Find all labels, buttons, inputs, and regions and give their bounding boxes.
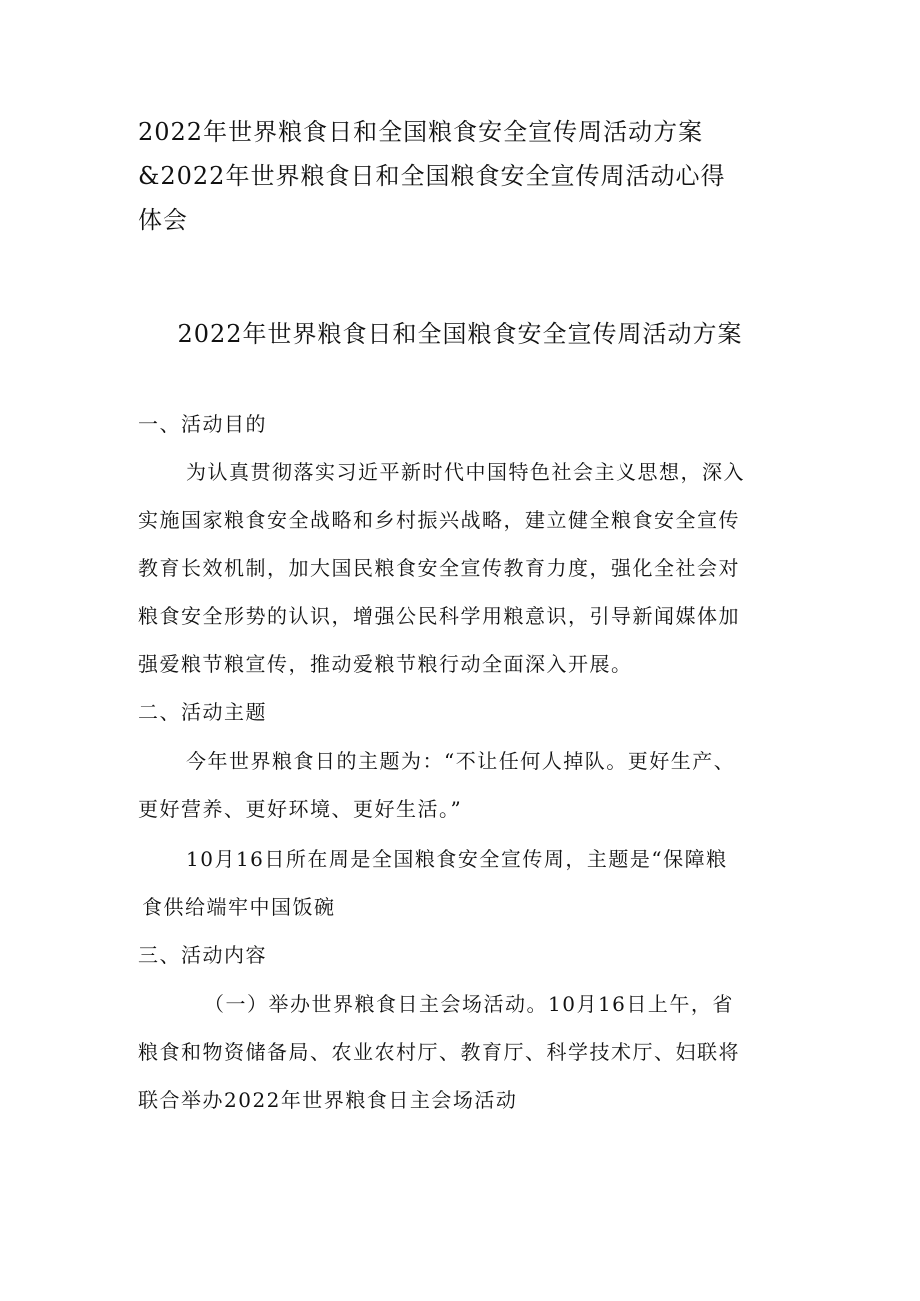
heading-content-text: 三、活动内容 [138, 943, 267, 967]
paragraph-purpose-line-2: 实施国家粮食安全战略和乡村振兴战略，建立健全粮食安全宣传 [138, 508, 740, 532]
paragraph-content-line-3: 联合举办2022年世界粮食日主会场活动 [138, 1088, 518, 1112]
document-title-line-1: 2022年世界粮食日和全国粮食安全宣传周活动方案 [138, 118, 704, 146]
heading-content [138, 931, 798, 979]
paragraph-theme-line-2: 更好营养、更好环境、更好生活。” [138, 797, 463, 821]
heading-purpose-text: 一、活动目的 [138, 412, 267, 436]
paragraph-week-line-1: 10月16日所在周是全国粮食安全宣传周，主题是“保障粮 [186, 847, 728, 871]
document-title [138, 110, 798, 242]
paragraph-content [138, 980, 798, 1124]
document-title-line-3: 体会 [138, 206, 188, 234]
paragraph-purpose-line-4: 粮食安全形势的认识，增强公民科学用粮意识，引导新闻媒体加 [138, 604, 740, 628]
paragraph-purpose-line-5: 强爱粮节粮宣传，推动爱粮节粮行动全面深入开展。 [138, 652, 633, 676]
heading-theme-text: 二、活动主题 [138, 700, 267, 724]
document-title-line-2: &2022年世界粮食日和全国粮食安全宣传周活动心得 [138, 162, 726, 190]
heading-purpose [138, 400, 798, 448]
heading-theme [138, 688, 798, 736]
paragraph-purpose-line-1: 为认真贯彻落实习近平新时代中国特色社会主义思想，深入 [186, 460, 745, 484]
paragraph-purpose [138, 448, 798, 688]
section-title: 2022年世界粮食日和全国粮食安全宣传周活动方案 [177, 320, 743, 348]
paragraph-theme-line-1: 今年世界粮食日的主题为：“不让任何人掉队。更好生产、 [186, 749, 736, 773]
paragraph-week-line-2: 食供给端牢中国饭碗 [142, 895, 336, 919]
paragraph-theme [138, 737, 798, 833]
paragraph-purpose-line-3: 教育长效机制，加大国民粮食安全宣传教育力度，强化全社会对 [138, 556, 740, 580]
paragraph-content-line-2: 粮食和物资储备局、农业农村厅、教育厅、科学技术厅、妇联将 [138, 1040, 740, 1064]
paragraph-week [138, 835, 798, 931]
paragraph-content-line-1: （一）举办世界粮食日主会场活动。10月16日上午，省 [204, 992, 734, 1016]
